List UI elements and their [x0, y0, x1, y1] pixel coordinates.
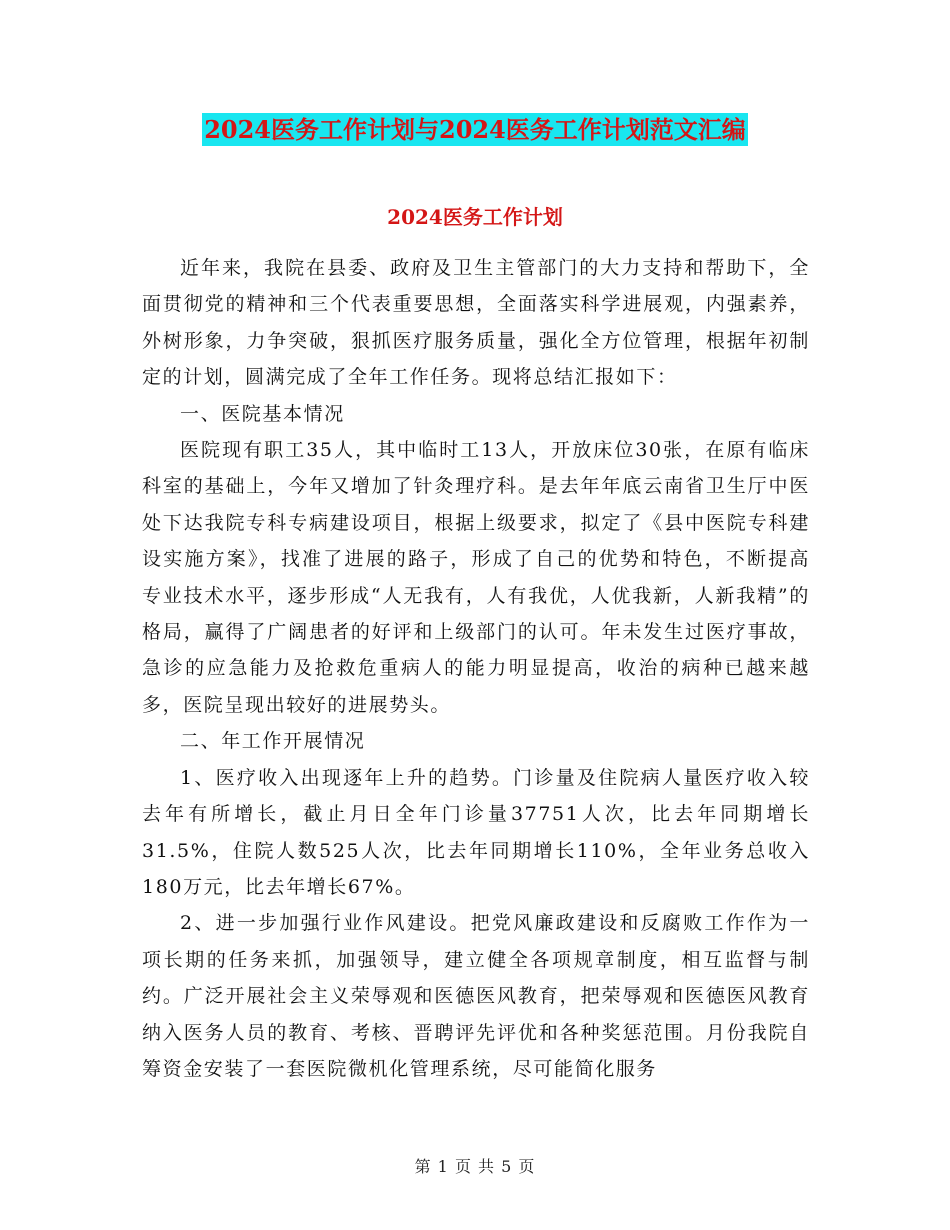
document-title [0, 112, 950, 148]
heading-hospital-basic-info: 一、医院基本情况 [180, 402, 345, 425]
document-title-text: 2024医务工作计划与2024医务工作计划范文汇编 [204, 115, 746, 144]
paragraph-intro: 近年来，我院在县委、政府及卫生主管部门的大力支持和帮助下，全面贯彻党的精神和三个代表重要思想，全面落实科学进展观，内强素养，外树形象，力争突破，狠抓医疗服务质量，强化全方位管理，根据年初制定的计划，圆满完成了全年工作任务。现将总结汇报如下： [142, 257, 810, 389]
paragraph-hospital-basic-info: 医院现有职工35人，其中临时工13人，开放床位30张，在原有临床科室的基础上，今年又增加了针灸理疗科。是去年年底云南省卫生厅中医处下达我院专科专病建设项目，根据上级要求，拟定了《县中医院专科建设实施方案》，找准了进展的路子，形成了自己的优势和特色，不断提高专业技术水平，逐步形成“人无我有，人有我优，人优我新，人新我精”的格局，赢得了广阔患者的好评和上级部门的认可。年未发生过医疗事故，急诊的应急能力及抢救危重病人的能力明显提高，收治的病种已越来越多，医院呈现出较好的进展势头。 [142, 439, 810, 716]
paragraph-industry-style: 2、进一步加强行业作风建设。把党风廉政建设和反腐败工作作为一项长期的任务来抓，加强领导，建立健全各项规章制度，相互监督与制约。广泛开展社会主义荣辱观和医德医风教育，把荣辱观和医德医风教育纳入医务人员的教育、考核、晋聘评先评优和各种奖惩范围。月份我院自筹资金安装了一套医院微机化管理系统，尽可能简化服务 [142, 912, 810, 1080]
page-footer: 第 1 页 共 5 页 [414, 1157, 536, 1176]
section-title: 2024医务工作计划 [387, 205, 563, 229]
heading-work-progress: 二、年工作开展情况 [180, 730, 366, 753]
paragraph-medical-income: 1、医疗收入出现逐年上升的趋势。门诊量及住院病人量医疗收入较去年有所增长，截止月日全年门诊量37751人次，比去年同期增长31.5%，住院人数525人次，比去年同期增长110%，全年业务总收入180万元，比去年增长67%。 [142, 766, 810, 898]
document-body [142, 250, 810, 1087]
